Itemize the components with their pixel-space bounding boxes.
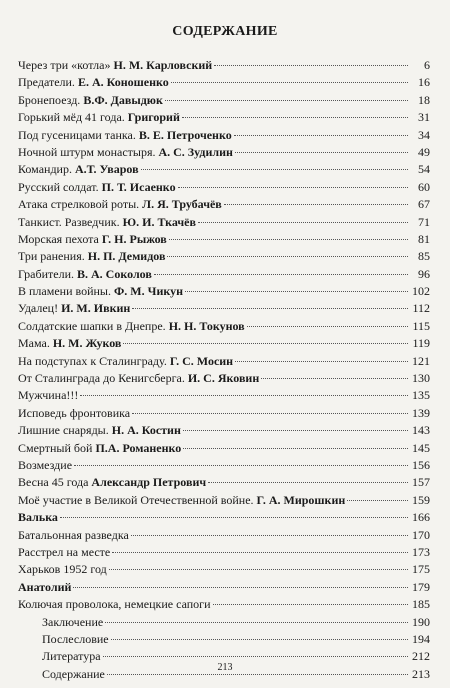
toc-entry-label bbox=[18, 215, 196, 230]
toc-entry-label bbox=[18, 528, 129, 543]
toc-entry bbox=[18, 615, 430, 632]
toc-entry-author: Е. А. Коношенко bbox=[77, 75, 169, 90]
toc-entry-label bbox=[18, 458, 72, 473]
toc-entry bbox=[18, 215, 430, 232]
toc-entry-title: Солдатские шапки в Днепре. bbox=[18, 318, 166, 333]
toc-entry-title: Моё участие в Великой Отечественной войне. bbox=[18, 492, 254, 507]
toc-entry-title: Мама. bbox=[18, 336, 50, 351]
toc-entry bbox=[18, 336, 430, 353]
toc-entry-author: Анатолий bbox=[18, 579, 72, 594]
toc-entry-page: 185 bbox=[412, 597, 430, 612]
toc-entry-page: 173 bbox=[412, 544, 430, 559]
toc-entry-page: 194 bbox=[412, 631, 430, 646]
toc-entry bbox=[18, 441, 430, 458]
toc-entry-label bbox=[18, 597, 211, 612]
toc-entry-page: 130 bbox=[412, 371, 430, 386]
toc-entry-label bbox=[18, 162, 139, 177]
toc-entry bbox=[18, 93, 430, 110]
dot-leader bbox=[185, 291, 408, 292]
toc-entry bbox=[18, 301, 430, 318]
toc-entry-title: Смертный бой bbox=[18, 440, 93, 455]
toc-entry-title: Ночной штурм монастыря. bbox=[18, 144, 156, 159]
dot-leader bbox=[198, 222, 408, 223]
toc-entry bbox=[18, 580, 430, 597]
toc-entry bbox=[18, 267, 430, 284]
toc-entry-label bbox=[18, 388, 78, 403]
toc-entry bbox=[18, 249, 430, 266]
dot-leader bbox=[112, 552, 408, 553]
toc-entry-title: Через три «котла» bbox=[18, 58, 111, 72]
toc-entry-title: Бронепоезд. bbox=[18, 92, 81, 107]
dot-leader bbox=[107, 674, 408, 675]
toc-entry-label bbox=[18, 371, 259, 386]
toc-entry-label bbox=[18, 180, 176, 195]
toc-entry-page: 143 bbox=[412, 423, 430, 438]
toc-entry-author: А. С. Зудилин bbox=[158, 144, 233, 159]
toc-entry-label bbox=[42, 615, 103, 630]
dot-leader bbox=[123, 343, 408, 344]
dot-leader bbox=[235, 361, 408, 362]
toc-entry-title: Мужчина!!! bbox=[18, 388, 79, 403]
toc-entry-label bbox=[18, 562, 107, 577]
toc-entry-page: 213 bbox=[412, 666, 430, 681]
toc-entry-page: 60 bbox=[418, 179, 430, 194]
toc-entry-author: В. А. Соколов bbox=[77, 266, 152, 281]
toc-entry-label bbox=[18, 197, 222, 212]
toc-entry-label bbox=[18, 319, 245, 334]
toc-entry-title: Колючая проволока, немецкие сапоги bbox=[18, 597, 211, 612]
dot-leader bbox=[111, 639, 408, 640]
dot-leader bbox=[165, 100, 408, 101]
dot-leader bbox=[247, 326, 408, 327]
toc-entry-label bbox=[18, 58, 212, 73]
toc-entry-author: В. Е. Петроченко bbox=[138, 127, 232, 142]
toc-entry-page: 157 bbox=[412, 475, 430, 490]
dot-leader bbox=[214, 65, 408, 66]
dot-leader bbox=[261, 378, 408, 379]
toc-entry-page: 34 bbox=[418, 127, 430, 142]
toc-entry bbox=[18, 145, 430, 162]
toc-entry-author: Г. С. Мосин bbox=[169, 353, 234, 368]
toc-entry-title: Послесловие bbox=[42, 631, 109, 646]
toc-entry-label bbox=[18, 406, 130, 421]
toc-entry-author: Л. Я. Трубачёв bbox=[142, 197, 222, 212]
toc-entry-page: 179 bbox=[412, 579, 430, 594]
toc-entry-label bbox=[18, 128, 232, 143]
toc-entry-title: Грабители. bbox=[18, 266, 75, 281]
toc-entry-label bbox=[18, 232, 167, 247]
toc-entry bbox=[18, 528, 430, 545]
toc-entry-author: Ю. И. Ткачёв bbox=[122, 214, 196, 229]
toc-entry bbox=[18, 597, 430, 614]
toc-entry-label bbox=[18, 75, 169, 90]
dot-leader bbox=[234, 135, 408, 136]
toc-entry bbox=[18, 75, 430, 92]
dot-leader bbox=[80, 395, 408, 396]
toc-entry-title: В пламени войны. bbox=[18, 284, 111, 299]
toc-entry-label bbox=[18, 475, 206, 490]
toc-entry-page: 212 bbox=[412, 649, 430, 664]
toc-entry-label bbox=[18, 145, 233, 160]
toc-entry bbox=[18, 180, 430, 197]
toc-entry-page: 81 bbox=[418, 231, 430, 246]
toc-entry-author: И. С. Яковин bbox=[187, 371, 260, 386]
dot-leader bbox=[182, 117, 408, 118]
dot-leader bbox=[169, 239, 408, 240]
toc-entry-title: Весна 45 года bbox=[18, 475, 89, 490]
toc-entry-page: 145 bbox=[412, 440, 430, 455]
toc-entry-author: А.Т. Уваров bbox=[74, 162, 139, 177]
toc-entry-page: 115 bbox=[412, 318, 430, 333]
toc-entry-label bbox=[18, 110, 180, 125]
toc-entry-label bbox=[42, 632, 109, 647]
toc-entry-title: Харьков 1952 год bbox=[18, 562, 107, 577]
toc-entry-author: В.Ф. Давыдюк bbox=[83, 92, 163, 107]
dot-leader bbox=[109, 569, 408, 570]
toc-entry bbox=[18, 388, 430, 405]
dot-leader bbox=[213, 604, 408, 605]
toc-entry-page: 135 bbox=[412, 388, 430, 403]
toc-entry-title: Заключение bbox=[42, 614, 104, 629]
toc-entry-page: 85 bbox=[418, 249, 430, 264]
toc-entry bbox=[18, 562, 430, 579]
toc-entry-author: Валька bbox=[18, 510, 58, 525]
toc-entry-author: Александр Петрович bbox=[91, 475, 207, 490]
toc-entry-label bbox=[18, 336, 121, 351]
toc-entry-label bbox=[18, 93, 163, 108]
toc-entry-page: 6 bbox=[424, 58, 430, 72]
toc-entry-page: 112 bbox=[412, 301, 430, 316]
page-number: 213 bbox=[217, 662, 233, 673]
toc-entry-author: Н. П. Демидов bbox=[87, 249, 166, 264]
toc-entry-title: Исповедь фронтовика bbox=[18, 405, 131, 420]
toc-entry-title: От Сталинграда до Кенигсберга. bbox=[18, 371, 185, 386]
dot-leader bbox=[132, 413, 408, 414]
dot-leader bbox=[60, 517, 408, 518]
dot-leader bbox=[171, 82, 408, 83]
toc-entry-page: 159 bbox=[412, 492, 430, 507]
toc-entry-title: Горький мёд 41 года. bbox=[18, 110, 125, 125]
dot-leader bbox=[103, 656, 408, 657]
toc-entry-author: Н. А. Костин bbox=[111, 423, 181, 438]
toc-entry-author: Н. М. Карловский bbox=[113, 58, 213, 72]
toc-entry bbox=[18, 510, 430, 527]
toc-entry-page: 49 bbox=[418, 144, 430, 159]
toc-entry-title: Три ранения. bbox=[18, 249, 85, 264]
page-title: СОДЕРЖАНИЕ bbox=[172, 24, 278, 39]
toc-entry-author: Н. Н. Токунов bbox=[168, 318, 245, 333]
toc-entry-page: 16 bbox=[418, 75, 430, 90]
toc-entry-title: Расстрел на месте bbox=[18, 544, 111, 559]
toc-entry-title: Русский солдат. bbox=[18, 179, 99, 194]
toc-entry bbox=[18, 354, 430, 371]
toc-entry-title: Содержание bbox=[42, 666, 105, 681]
toc-entry-page: 71 bbox=[418, 214, 430, 229]
toc-entry-label bbox=[18, 249, 165, 264]
toc-entry-page: 67 bbox=[418, 197, 430, 212]
toc-entry-page: 190 bbox=[412, 614, 430, 629]
toc-entry bbox=[18, 632, 430, 649]
toc-entry bbox=[18, 545, 430, 562]
dot-leader bbox=[105, 622, 408, 623]
dot-leader bbox=[183, 430, 408, 431]
toc-entry bbox=[18, 319, 430, 336]
toc-entry bbox=[18, 493, 430, 510]
toc-entry bbox=[18, 423, 430, 440]
toc-entry-page: 102 bbox=[412, 284, 430, 299]
toc-entry-label bbox=[18, 545, 110, 560]
toc-entry-author: Г. А. Мирошкин bbox=[256, 492, 346, 507]
dot-leader bbox=[167, 256, 408, 257]
toc-entry-title: Атака стрелковой роты. bbox=[18, 197, 140, 212]
dot-leader bbox=[183, 448, 408, 449]
dot-leader bbox=[74, 465, 408, 466]
dot-leader bbox=[347, 500, 408, 501]
toc-entry-title: Под гусеницами танка. bbox=[18, 127, 136, 142]
toc-entry-page: 31 bbox=[418, 110, 430, 125]
toc-entry bbox=[18, 232, 430, 249]
toc-entry-page: 175 bbox=[412, 562, 430, 577]
dot-leader bbox=[131, 535, 408, 536]
toc-entry-label bbox=[18, 354, 233, 369]
toc-entry bbox=[18, 162, 430, 179]
dot-leader bbox=[224, 204, 408, 205]
toc-entry-label bbox=[18, 284, 183, 299]
toc-entry-label bbox=[18, 510, 58, 525]
toc-entry bbox=[18, 58, 430, 75]
toc-entry-author: Г. Н. Рыжов bbox=[101, 231, 167, 246]
toc-entry-title: Танкист. Разведчик. bbox=[18, 214, 120, 229]
toc-entry-author: Ф. М. Чикун bbox=[114, 284, 184, 299]
toc-entry-title: Возмездие bbox=[18, 457, 73, 472]
table-of-contents bbox=[18, 58, 430, 684]
dot-leader bbox=[141, 169, 408, 170]
dot-leader bbox=[154, 274, 408, 275]
toc-entry-page: 156 bbox=[412, 457, 430, 472]
toc-entry-label bbox=[18, 301, 130, 316]
toc-entry-author: И. М. Ивкин bbox=[61, 301, 131, 316]
toc-entry-title: Литература bbox=[42, 649, 101, 664]
dot-leader bbox=[178, 187, 408, 188]
dot-leader bbox=[208, 482, 408, 483]
toc-entry bbox=[18, 458, 430, 475]
toc-entry-title: На подступах к Сталинграду. bbox=[18, 353, 167, 368]
toc-entry bbox=[18, 110, 430, 127]
toc-entry-page: 96 bbox=[418, 266, 430, 281]
toc-entry-author: П.А. Романенко bbox=[95, 440, 182, 455]
toc-entry-author: Григорий bbox=[127, 110, 180, 125]
toc-entry-author: Н. М. Жуков bbox=[52, 336, 122, 351]
toc-entry-title: Удалец! bbox=[18, 301, 59, 316]
toc-entry-page: 121 bbox=[412, 353, 430, 368]
toc-entry-label bbox=[18, 267, 152, 282]
toc-entry-label bbox=[18, 493, 345, 508]
toc-entry-title: Батальонная разведка bbox=[18, 527, 129, 542]
toc-entry-page: 54 bbox=[418, 162, 430, 177]
toc-entry-label bbox=[18, 441, 181, 456]
toc-entry-title: Командир. bbox=[18, 162, 72, 177]
toc-entry-label bbox=[18, 423, 181, 438]
toc-entry bbox=[18, 284, 430, 301]
toc-entry bbox=[18, 197, 430, 214]
dot-leader bbox=[132, 308, 408, 309]
toc-entry bbox=[18, 475, 430, 492]
toc-entry-title: Морская пехота bbox=[18, 231, 99, 246]
toc-entry-title: Лишние снаряды. bbox=[18, 423, 109, 438]
toc-entry-page: 119 bbox=[412, 336, 430, 351]
dot-leader bbox=[235, 152, 408, 153]
toc-entry-page: 166 bbox=[412, 510, 430, 525]
toc-entry-title: Предатели. bbox=[18, 75, 75, 90]
toc-entry bbox=[18, 371, 430, 388]
toc-entry bbox=[18, 128, 430, 145]
toc-entry-page: 139 bbox=[412, 405, 430, 420]
toc-entry-author: П. Т. Исаенко bbox=[101, 179, 176, 194]
toc-entry bbox=[18, 406, 430, 423]
toc-entry-page: 170 bbox=[412, 527, 430, 542]
toc-entry-page: 18 bbox=[418, 92, 430, 107]
toc-entry-label bbox=[18, 580, 71, 595]
dot-leader bbox=[73, 587, 408, 588]
